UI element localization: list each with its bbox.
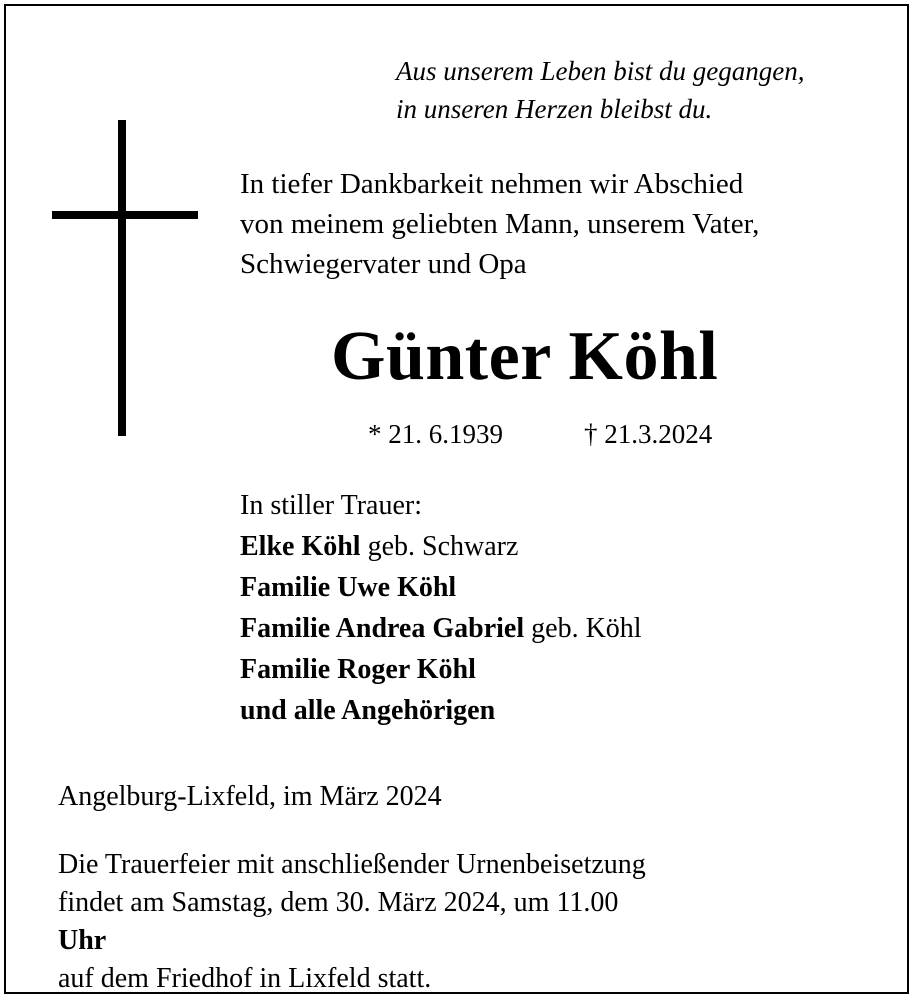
intro-text xyxy=(240,164,759,284)
service-line: auf dem Friedhof in Lixfeld statt. xyxy=(58,963,432,994)
service-line xyxy=(58,884,646,960)
birth-date: * 21. 6.1939 xyxy=(368,419,503,449)
cross-icon xyxy=(118,120,126,436)
motto-verse xyxy=(396,52,804,128)
mourner-name: Familie Andrea Gabriel xyxy=(240,613,525,644)
mourner-name: Elke Köhl xyxy=(240,531,361,562)
mourners-heading: In stiller Trauer: xyxy=(240,490,422,521)
service-time-unit: Uhr xyxy=(58,925,107,956)
intro-line: In tiefer Dankbarkeit nehmen wir Abschied xyxy=(240,168,744,200)
motto-line: in unseren Herzen bleibst du. xyxy=(396,94,713,124)
intro-line: von meinem geliebten Mann, unserem Vater, xyxy=(240,208,760,240)
death-date: † 21.3.2024 xyxy=(584,419,713,449)
deceased-name: Günter Köhl xyxy=(331,318,719,395)
mourner-note: geb. Schwarz xyxy=(360,531,519,562)
mourner-note: geb. Köhl xyxy=(524,613,642,644)
motto-line: Aus unserem Leben bist du gegangen, xyxy=(396,56,805,86)
cross-icon-crossbar xyxy=(52,211,198,219)
mourner-entry xyxy=(240,608,642,649)
mourner-entry xyxy=(240,567,642,608)
service-info xyxy=(58,846,646,998)
mourner-entry xyxy=(240,526,642,567)
intro-line: Schwiegervater und Opa xyxy=(240,248,527,280)
mourners-list xyxy=(240,485,642,731)
mourner-entry xyxy=(240,690,642,731)
service-time-text: findet am Samstag, dem 30. März 2024, um 11.00 xyxy=(58,887,619,918)
place-date: Angelburg-Lixfeld, im März 2024 xyxy=(58,781,442,812)
mourner-name: Familie Uwe Köhl xyxy=(240,572,457,603)
service-line: Die Trauerfeier mit anschließender Urnenbeisetzung xyxy=(58,849,646,880)
mourner-name: und alle Angehörigen xyxy=(240,695,496,726)
mourner-entry xyxy=(240,649,642,690)
mourner-name: Familie Roger Köhl xyxy=(240,654,476,685)
